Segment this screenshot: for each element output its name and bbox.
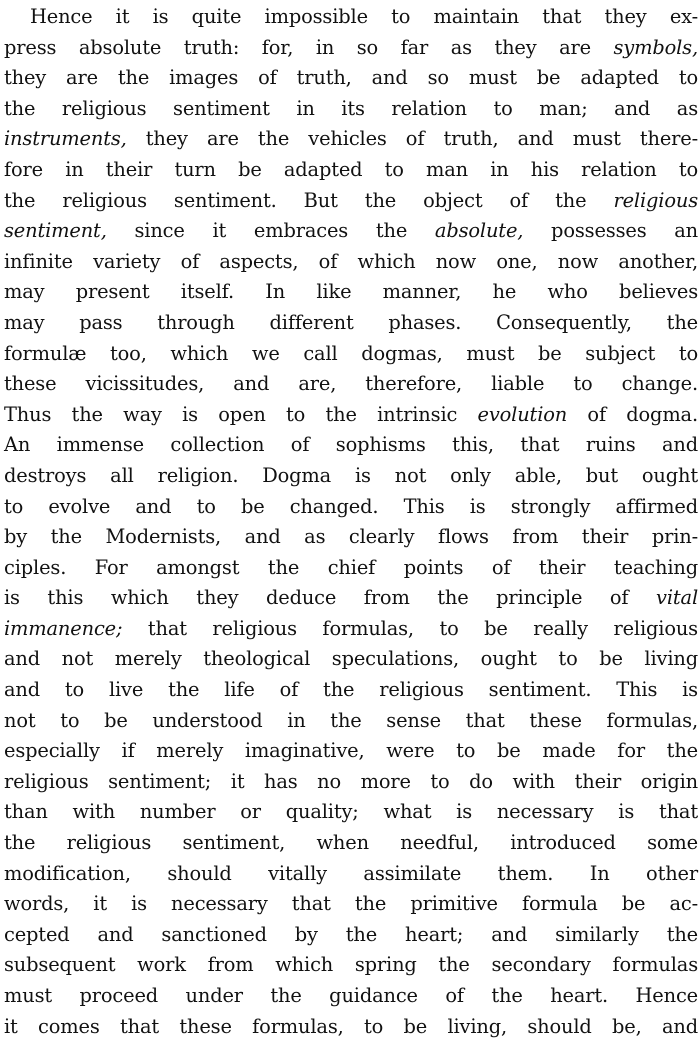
document-page: [4, 2, 698, 1042]
text-line: [4, 308, 698, 339]
text-run: since it embraces the: [106, 219, 435, 243]
text-line: [4, 2, 698, 33]
text-run: by the Modernists, and as clearly flows from their prin-: [4, 525, 698, 549]
italic-text: instruments,: [4, 127, 127, 151]
text-run: and not merely theological speculations, ought to be living: [4, 647, 698, 671]
text-run: modification, should vitally assimilate them. In other: [4, 861, 698, 885]
text-run: press absolute truth: for, in so far as they are: [4, 35, 614, 59]
italic-text: sentiment,: [4, 219, 107, 243]
text-run: Hence it is quite impossible to maintain that they ex-: [30, 5, 698, 28]
text-run: possesses an: [523, 219, 698, 243]
text-line: [4, 216, 698, 247]
text-line: [4, 124, 698, 155]
text-run: the religious sentiment, when needful, introduced some: [4, 831, 698, 855]
italic-text: vital: [656, 586, 698, 610]
text-run: to evolve and to be changed. This is strongly affirmed: [4, 494, 698, 518]
text-line: [4, 277, 698, 308]
text-run: fore in their turn be adapted to man in his relation to: [4, 157, 698, 181]
text-run: infinite variety of aspects, of which now one, now another,: [4, 249, 698, 273]
text-line: [4, 492, 698, 523]
text-line: [4, 553, 698, 584]
text-line: [4, 1012, 698, 1042]
text-line: [4, 94, 698, 125]
text-line: [4, 644, 698, 675]
text-run: is this which they deduce from the principle of: [4, 586, 657, 610]
text-run: ciples. For amongst the chief points of their teaching: [4, 555, 698, 579]
text-run: than with number or quality; what is necessary is that: [4, 800, 698, 824]
italic-text: absolute,: [434, 219, 524, 243]
text-line: [4, 675, 698, 706]
italic-text: evolution: [477, 402, 568, 426]
text-line: [4, 859, 698, 890]
text-line: [4, 920, 698, 951]
text-run: they are the images of truth, and so must be adapted to: [4, 66, 698, 90]
text-run: Thus the way is open to the intrinsic: [4, 402, 478, 426]
text-line: [4, 767, 698, 798]
text-line: [4, 950, 698, 981]
text-run: formulæ too, which we call dogmas, must be subject to: [4, 341, 698, 365]
text-run: that religious formulas, to be really religious: [122, 616, 698, 640]
text-run: subsequent work from which spring the secondary formulas: [4, 953, 698, 977]
text-run: may present itself. In like manner, he who believes: [4, 280, 698, 304]
text-line: [4, 430, 698, 461]
text-run: words, it is necessary that the primitive formula be ac-: [4, 892, 698, 916]
text-line: [4, 706, 698, 737]
text-run: of dogma.: [567, 402, 698, 426]
text-run: not to be understood in the sense that these formulas,: [4, 708, 698, 732]
text-run: these vicissitudes, and are, therefore, liable to change.: [4, 372, 698, 396]
text-line: [4, 369, 698, 400]
text-line: [4, 155, 698, 186]
text-run: may pass through different phases. Consequently, the: [4, 310, 698, 334]
text-line: [4, 461, 698, 492]
text-line: [4, 736, 698, 767]
body-text: [4, 2, 698, 1042]
text-line: [4, 797, 698, 828]
text-run: An immense collection of sophisms this, that ruins and: [4, 433, 698, 457]
text-run: and to live the life of the religious sentiment. This is: [4, 678, 698, 702]
text-run: it comes that these formulas, to be living, should be, and: [4, 1014, 698, 1038]
text-run: the religious sentiment in its relation to man; and as: [4, 96, 698, 120]
text-line: [4, 981, 698, 1012]
text-run: cepted and sanctioned by the heart; and similarly the: [4, 922, 698, 946]
text-run: especially if merely imaginative, were to be made for the: [4, 739, 698, 763]
text-line: [4, 889, 698, 920]
italic-text: symbols,: [613, 35, 698, 59]
text-line: [4, 828, 698, 859]
text-run: destroys all religion. Dogma is not only able, but ought: [4, 463, 698, 487]
text-line: [4, 400, 698, 431]
text-line: [4, 583, 698, 614]
italic-text: immanence;: [4, 616, 123, 640]
text-line: [4, 339, 698, 370]
text-line: [4, 247, 698, 278]
text-line: [4, 186, 698, 217]
text-line: [4, 63, 698, 94]
text-run: the religious sentiment. But the object of the: [4, 188, 614, 212]
text-run: religious sentiment; it has no more to do with their origin: [4, 769, 698, 793]
italic-text: religious: [613, 188, 698, 212]
text-line: [4, 522, 698, 553]
text-run: must proceed under the guidance of the heart. Hence: [4, 984, 698, 1007]
text-line: [4, 614, 698, 645]
text-line: [4, 33, 698, 64]
text-run: they are the vehicles of truth, and must there-: [126, 127, 698, 151]
